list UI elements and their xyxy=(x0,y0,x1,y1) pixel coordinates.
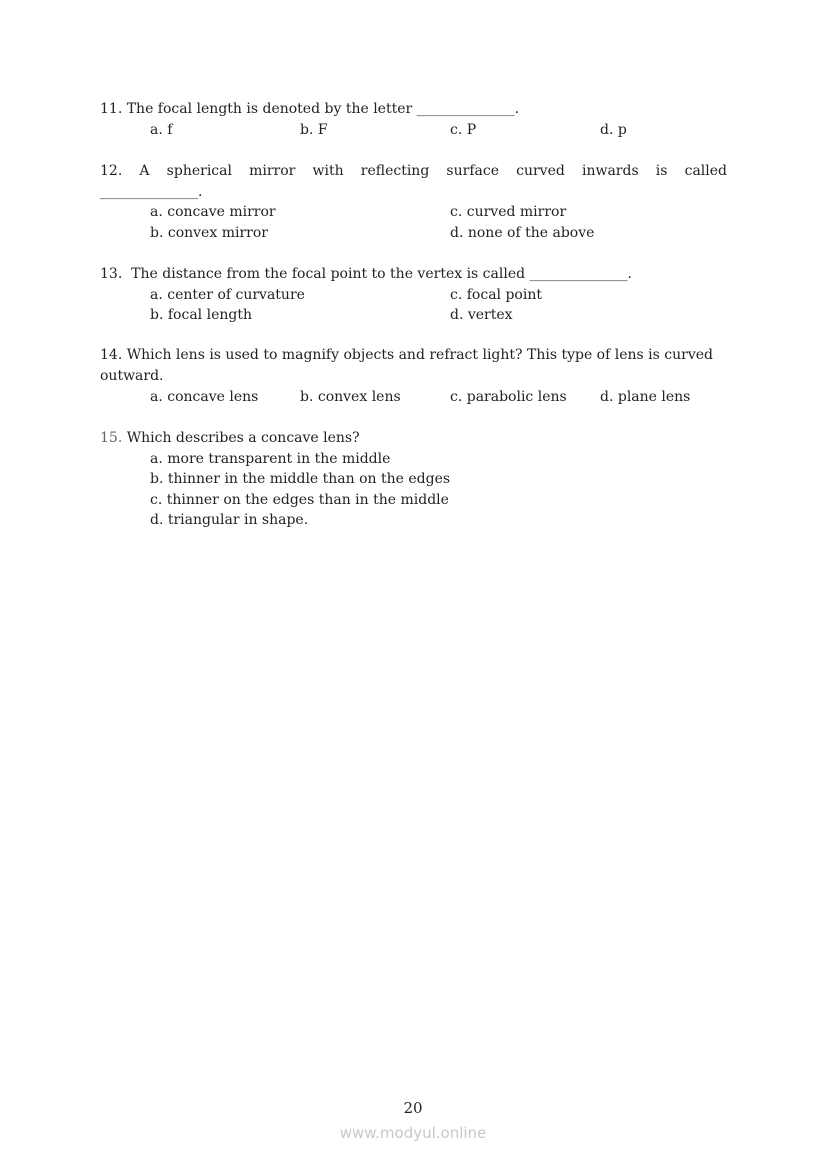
question-text-cont: outward. xyxy=(100,368,164,384)
question-text-cont: ______________. xyxy=(100,184,203,200)
choice-c: c. thinner on the edges than in the middle xyxy=(150,492,449,508)
choice-a: a. center of curvature xyxy=(150,287,305,303)
page-number: 20 xyxy=(403,1099,423,1117)
choice-a: a. concave lens xyxy=(150,389,259,405)
choice-b: b. focal length xyxy=(150,307,252,323)
question-number: 15. xyxy=(100,430,123,446)
choice-a: a. f xyxy=(150,122,173,138)
question-text: Which lens is used to magnify objects and refract light? This type of lens is curved xyxy=(126,347,713,363)
question-text: A spherical mirror with reflecting surface curved inwards is called xyxy=(139,163,727,179)
choice-c: c. focal point xyxy=(450,287,542,303)
choice-d: d. plane lens xyxy=(600,389,691,405)
watermark: www.modyul.online xyxy=(339,1124,487,1142)
choice-d: d. vertex xyxy=(450,307,513,323)
choice-c: c. parabolic lens xyxy=(450,389,567,405)
choice-b: b. thinner in the middle than on the edges xyxy=(150,471,451,487)
question-text: Which describes a concave lens? xyxy=(126,430,360,446)
question-text: The distance from the focal point to the vertex is called ______________. xyxy=(131,266,632,282)
choice-a: a. more transparent in the middle xyxy=(150,451,391,467)
choice-b: b. convex mirror xyxy=(150,225,268,241)
choice-d: d. triangular in shape. xyxy=(150,512,309,528)
choice-d: d. none of the above xyxy=(450,225,595,241)
question-text: The focal length is denoted by the letter ______________. xyxy=(126,101,520,117)
choice-b: b. convex lens xyxy=(300,389,401,405)
choice-a: a. concave mirror xyxy=(150,204,276,220)
choice-b: b. F xyxy=(300,122,328,138)
question-number: 13. xyxy=(100,266,123,282)
choice-c: c. curved mirror xyxy=(450,204,567,220)
question-number: 12. xyxy=(100,163,123,179)
question-number: 11. xyxy=(100,101,123,117)
choice-d: d. p xyxy=(600,122,627,138)
question-number: 14. xyxy=(100,347,123,363)
choice-c: c. P xyxy=(450,122,477,138)
